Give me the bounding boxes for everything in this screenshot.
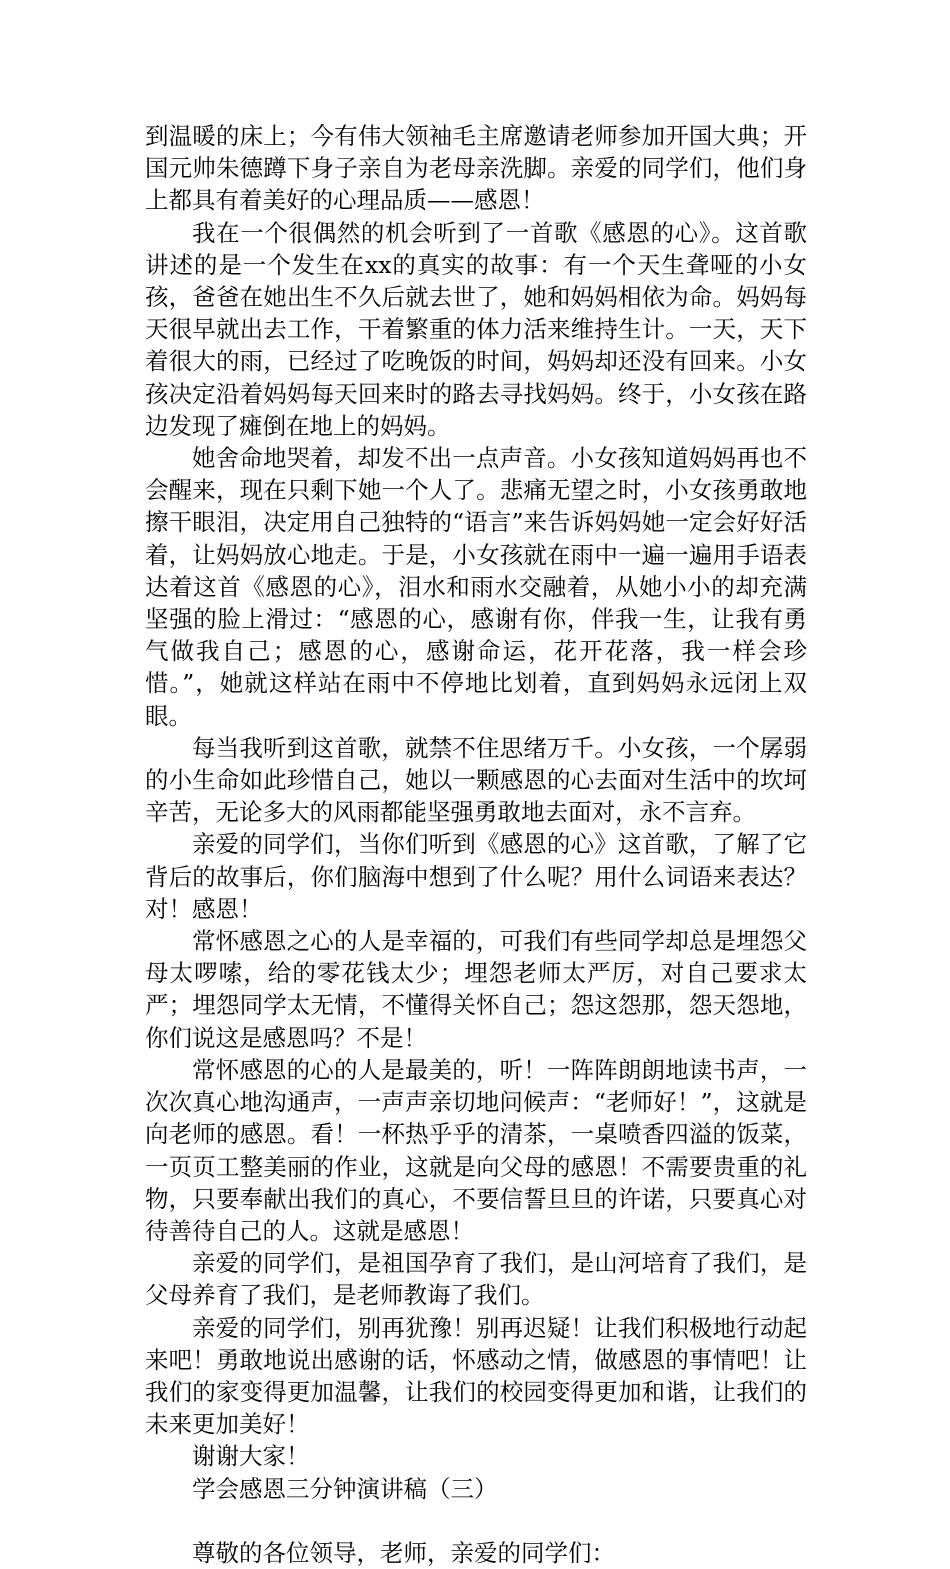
paragraph-reflection: 每当我听到这首歌，就禁不住思绪万千。小女孩，一个孱弱的小生命如此珍惜自己，她以一颗感恩的心去面对生活中的坎坷辛苦，无论多大的风雨都能坚强勇敢地去面对，永不言弃。 xyxy=(145,733,807,827)
section-heading: 学会感恩三分钟演讲稿（三） xyxy=(192,1474,498,1503)
document-body xyxy=(145,120,807,1569)
paragraph-call-to-action: 亲爱的同学们，别再犹豫！别再迟疑！让我们积极地行动起来吧！勇敢地说出感谢的话，怀感动之情，做感恩的事情吧！让我们的家变得更加温馨，让我们的校园变得更加和谐，让我们的未来更加美好！ xyxy=(145,1313,807,1439)
paragraph-nurture: 亲爱的同学们，是祖国孕育了我们，是山河培育了我们，是父母养育了我们，是老师教诲了我们。 xyxy=(145,1249,807,1310)
paragraph-thanks: 谢谢大家！ xyxy=(192,1442,310,1471)
paragraph-song-story: 我在一个很偶然的机会听到了一首歌《感恩的心》。这首歌讲述的是一个发生在xx的真实的故事：有一个天生聋哑的小女孩，爸爸在她出生不久后就去世了，她和妈妈相依为命。妈妈每天很早就出去工作，干着繁重的体力活来维持生计。一天，天下着很大的雨，已经过了吃晚饭的时间，妈妈却还没有回来。小女孩决定沿着妈妈每天回来时的路去寻找妈妈。终于，小女孩在路边发现了瘫倒在地上的妈妈。 xyxy=(145,218,807,440)
paragraph-happiness: 常怀感恩之心的人是幸福的，可我们有些同学却总是埋怨父母太啰嗦，给的零花钱太少；埋怨老师太严厉，对自己要求太严；埋怨同学太无情，不懂得关怀自己；怨这怨那，怨天怨地，你们说这是感恩吗？不是！ xyxy=(145,927,807,1052)
paragraph-beauty: 常怀感恩的心的人是最美的，听！一阵阵朗朗地读书声，一次次真心地沟通声，一声声亲切地问候声：“老师好！”，这就是向老师的感恩。看！一杯热乎乎的清茶，一桌喷香四溢的饭菜，一页页工整美丽的作业，这就是向父母的感恩！不需要贵重的礼物，只要奉献出我们的真心，不要信誓旦旦的许诺，只要真心对待善待自己的人。这就是感恩！ xyxy=(145,1055,807,1245)
paragraph-continued: 到温暖的床上；今有伟大领袖毛主席邀请老师参加开国大典；开国元帅朱德蹲下身子亲自为老母亲洗脚。亲爱的同学们，他们身上都具有着美好的心理品质——感恩！ xyxy=(145,122,807,215)
paragraph-question: 亲爱的同学们，当你们听到《感恩的心》这首歌，了解了它背后的故事后，你们脑海中想到了什么呢？用什么词语来表达？对！感恩！ xyxy=(145,830,807,923)
paragraph-girl-crying: 她舍命地哭着，却发不出一点声音。小女孩知道妈妈再也不会醒来，现在只剩下她一个人了。悲痛无望之时，小女孩勇敢地擦干眼泪，决定用自己独特的“语言”来告诉妈妈她一定会好好活着，让妈妈放心地走。于是，小女孩就在雨中一遍一遍用手语表达着这首《感恩的心》，泪水和雨水交融着，从她小小的却充满坚强的脸上滑过：“感恩的心，感谢有你，伴我一生，让我有勇气做我自己；感恩的心，感谢命运，花开花落，我一样会珍惜。”，她就这样站在雨中不停地比划着，直到妈妈永远闭上双眼。 xyxy=(145,444,807,730)
paragraph-greeting: 尊敬的各位领导，老师，亲爱的同学们： xyxy=(192,1538,615,1567)
blank-line xyxy=(145,1505,807,1537)
